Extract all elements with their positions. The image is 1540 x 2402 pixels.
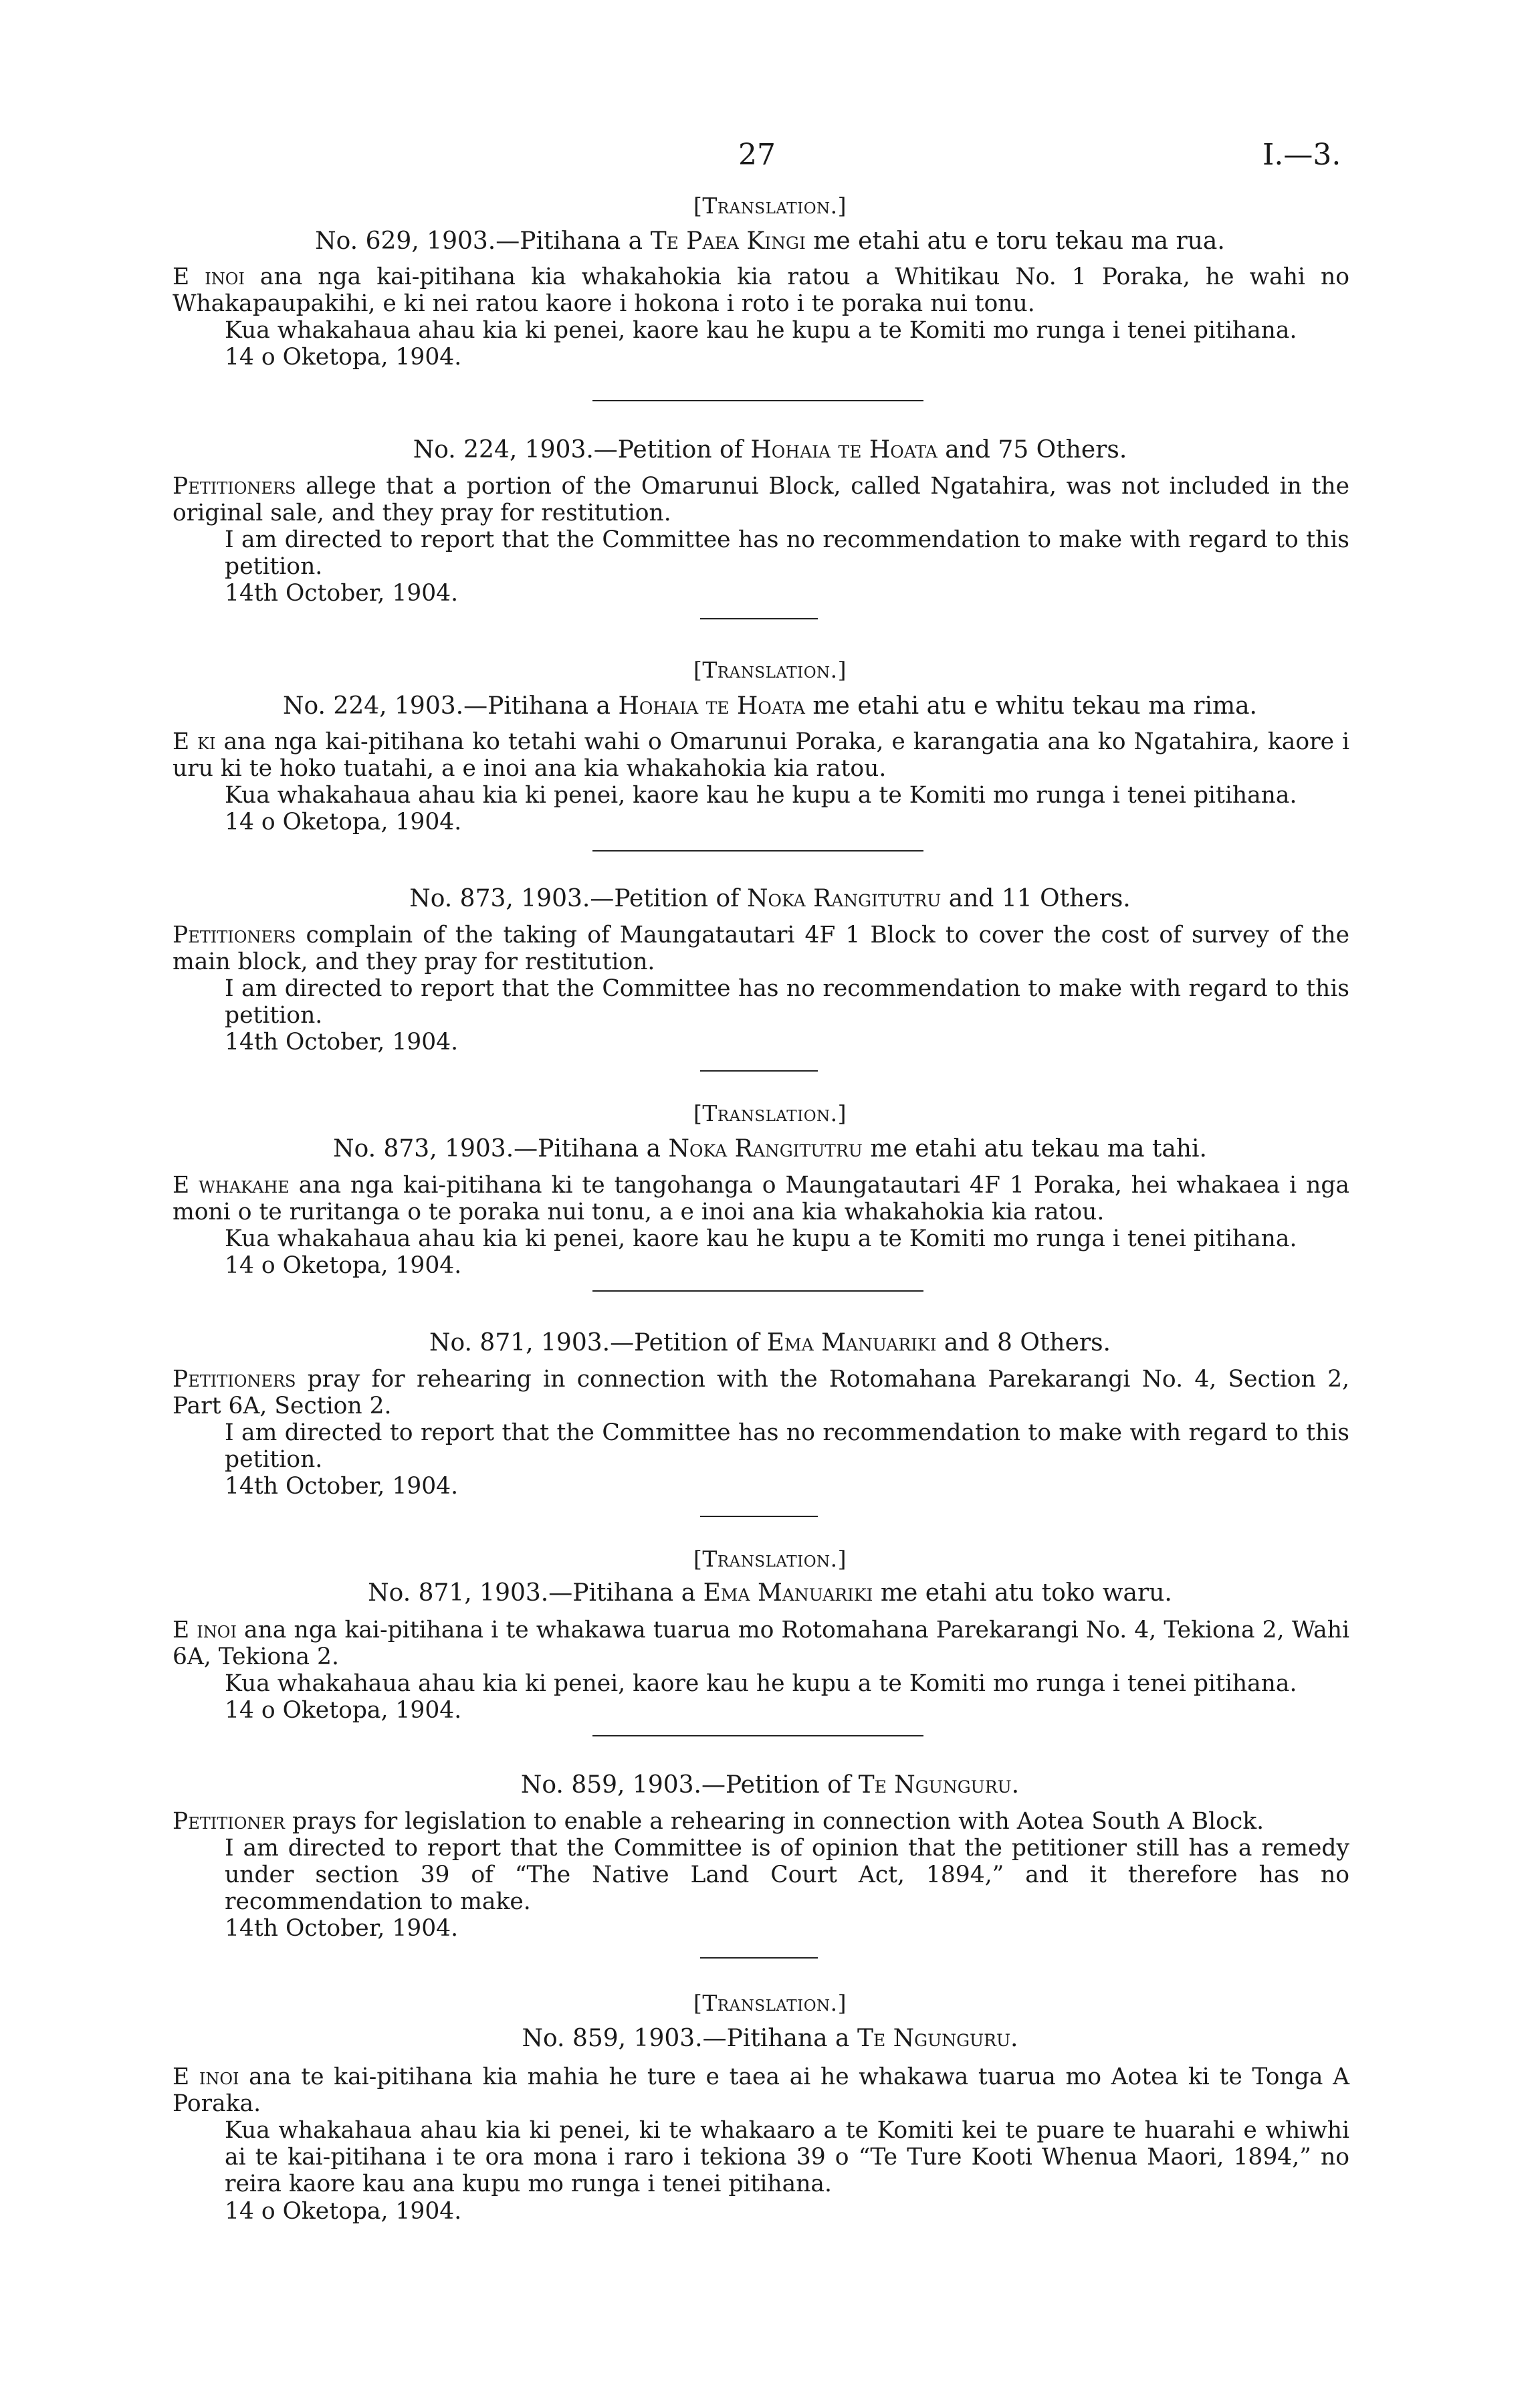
petition-heading: No. 873, 1903.—Petition of Noka Rangitutru and 11 Others.	[409, 885, 1131, 912]
report-date: 14th October, 1904.	[225, 1473, 459, 1500]
report-date: 14 o Oketopa, 1904.	[225, 1697, 462, 1724]
document-reference: I.—3.	[1262, 138, 1341, 172]
petition-body: Petitioners pray for rehearing in connection with the Rotomahana Parekarangi No. 4, Section 2, Part 6A, Section 2.	[173, 1366, 1349, 1419]
petitioner-name: Noka Rangitutru	[668, 1135, 863, 1163]
report-date: 14 o Oketopa, 1904.	[225, 344, 462, 371]
translation-label: [Translation.]	[693, 1100, 847, 1126]
petition-body: E ki ana nga kai-pitihana ko tetahi wahi o Omarunui Poraka, e karangatia ana ko Ngatahira, kaore i uru ki te hoko tuatahi, a e inoi ana kia whakahokia kia ratou.	[173, 728, 1350, 782]
section-divider	[700, 1070, 818, 1072]
committee-report: I am directed to report that the Committee is of opinion that the petitioner still has a remedy under section 39 of “The Native Land Court Act, 1894,” and it therefore has no recommendation to make.	[225, 1835, 1349, 1915]
translation-label: [Translation.]	[693, 1990, 847, 2016]
committee-report: Kua whakahaua ahau kia ki penei, kaore kau he kupu a te Komiti mo runga i tenei pitihana.	[225, 1670, 1297, 1697]
petitioner-name: Hohaia te Hoata	[750, 436, 938, 464]
petition-body: E inoi ana te kai-pitihana kia mahia he ture e taea ai he whakawa tuarua mo Aotea ki te Tonga A Poraka.	[173, 2064, 1349, 2117]
section-divider	[592, 400, 923, 401]
translation-label: [Translation.]	[693, 1546, 847, 1572]
report-date: 14 o Oketopa, 1904.	[225, 2198, 462, 2225]
report-date: 14th October, 1904.	[225, 1029, 459, 1056]
petition-heading: No. 873, 1903.—Pitihana a Noka Rangitutru me etahi atu tekau ma tahi.	[333, 1135, 1207, 1163]
committee-report: I am directed to report that the Committee has no recommendation to make with regard to this petition.	[225, 1419, 1349, 1473]
petitioner-name: Ema Manuariki	[766, 1329, 937, 1357]
petition-heading: No. 224, 1903.—Pitihana a Hohaia te Hoata me etahi atu e whitu tekau ma rima.	[283, 692, 1257, 720]
petitioner-name: Te Paea Kingi	[650, 227, 806, 255]
petitioner-name: Noka Rangitutru	[746, 885, 942, 912]
report-date: 14th October, 1904.	[225, 580, 459, 607]
committee-report: I am directed to report that the Committee has no recommendation to make with regard to this petition.	[225, 975, 1349, 1029]
petition-heading: No. 224, 1903.—Petition of Hohaia te Hoata and 75 Others.	[413, 436, 1127, 464]
petition-heading: No. 871, 1903.—Petition of Ema Manuariki and 8 Others.	[429, 1329, 1111, 1357]
section-divider	[700, 1957, 818, 1959]
petition-heading: No. 859, 1903.—Pitihana a Te Ngunguru.	[522, 2025, 1018, 2052]
petition-body: E inoi ana nga kai-pitihana i te whakawa tuarua mo Rotomahana Parekarangi No. 4, Tekiona 2, Wahi 6A, Tekiona 2.	[173, 1617, 1349, 1670]
committee-report: Kua whakahaua ahau kia ki penei, kaore kau he kupu a te Komiti mo runga i tenei pitihana.	[225, 1225, 1297, 1252]
petitioner-name: Ema Manuariki	[703, 1579, 873, 1607]
report-date: 14 o Oketopa, 1904.	[225, 1252, 462, 1279]
petition-body: Petitioners complain of the taking of Maungatautari 4F 1 Block to cover the cost of survey of the main block, and they pray for restitution.	[173, 922, 1349, 975]
section-divider	[700, 1516, 818, 1517]
petition-body: Petitioners allege that a portion of the Omarunui Block, called Ngatahira, was not included in the original sale, and they pray for restitution.	[173, 473, 1349, 526]
section-divider	[592, 1735, 923, 1736]
committee-report: Kua whakahaua ahau kia ki penei, ki te whakaaro a te Komiti kei te puare te huarahi e whiwhi ai te kai-pitihana i te ora mona i raro i tekiona 39 o “Te Ture Kooti Whenua Maori, 1894,” no reira kaore kau ana kupu mo runga i tenei pitihana.	[225, 2117, 1349, 2197]
petitioner-name: Hohaia te Hoata	[618, 692, 805, 720]
translation-label: [Translation.]	[693, 193, 847, 219]
report-date: 14th October, 1904.	[225, 1915, 459, 1942]
petitioner-name: Te Ngunguru	[858, 1771, 1012, 1799]
petitioner-name: Te Ngunguru	[857, 2025, 1011, 2052]
section-divider	[700, 618, 818, 619]
section-divider	[592, 850, 923, 852]
section-divider	[592, 1290, 923, 1292]
committee-report: Kua whakahaua ahau kia ki penei, kaore kau he kupu a te Komiti mo runga i tenei pitihana.	[225, 317, 1297, 344]
petition-body: E whakahe ana nga kai-pitihana ki te tangohanga o Maungatautari 4F 1 Poraka, hei whakaea i nga moni o te ruritanga o te poraka nui tonu, a e inoi ana kia whakahokia kia ratou.	[173, 1172, 1349, 1225]
petition-heading: No. 629, 1903.—Pitihana a Te Paea Kingi me etahi atu e toru tekau ma rua.	[315, 227, 1225, 255]
committee-report: Kua whakahaua ahau kia ki penei, kaore kau he kupu a te Komiti mo runga i tenei pitihana.	[225, 782, 1297, 809]
committee-report: I am directed to report that the Committee has no recommendation to make with regard to this petition.	[225, 526, 1349, 580]
petition-body: Petitioner prays for legislation to enable a rehearing in connection with Aotea South A Block.	[173, 1808, 1264, 1835]
translation-label: [Translation.]	[693, 657, 847, 683]
petition-body: E inoi ana nga kai-pitihana kia whakahokia kia ratou a Whitikau No. 1 Poraka, he wahi no Whakapaupakihi, e ki nei ratou kaore i hokona i roto i te poraka nui tonu.	[173, 264, 1349, 317]
report-date: 14 o Oketopa, 1904.	[225, 809, 462, 835]
petition-heading: No. 859, 1903.—Petition of Te Ngunguru.	[520, 1771, 1020, 1799]
page-number: 27	[738, 138, 776, 172]
petition-heading: No. 871, 1903.—Pitihana a Ema Manuariki me etahi atu toko waru.	[368, 1579, 1172, 1607]
